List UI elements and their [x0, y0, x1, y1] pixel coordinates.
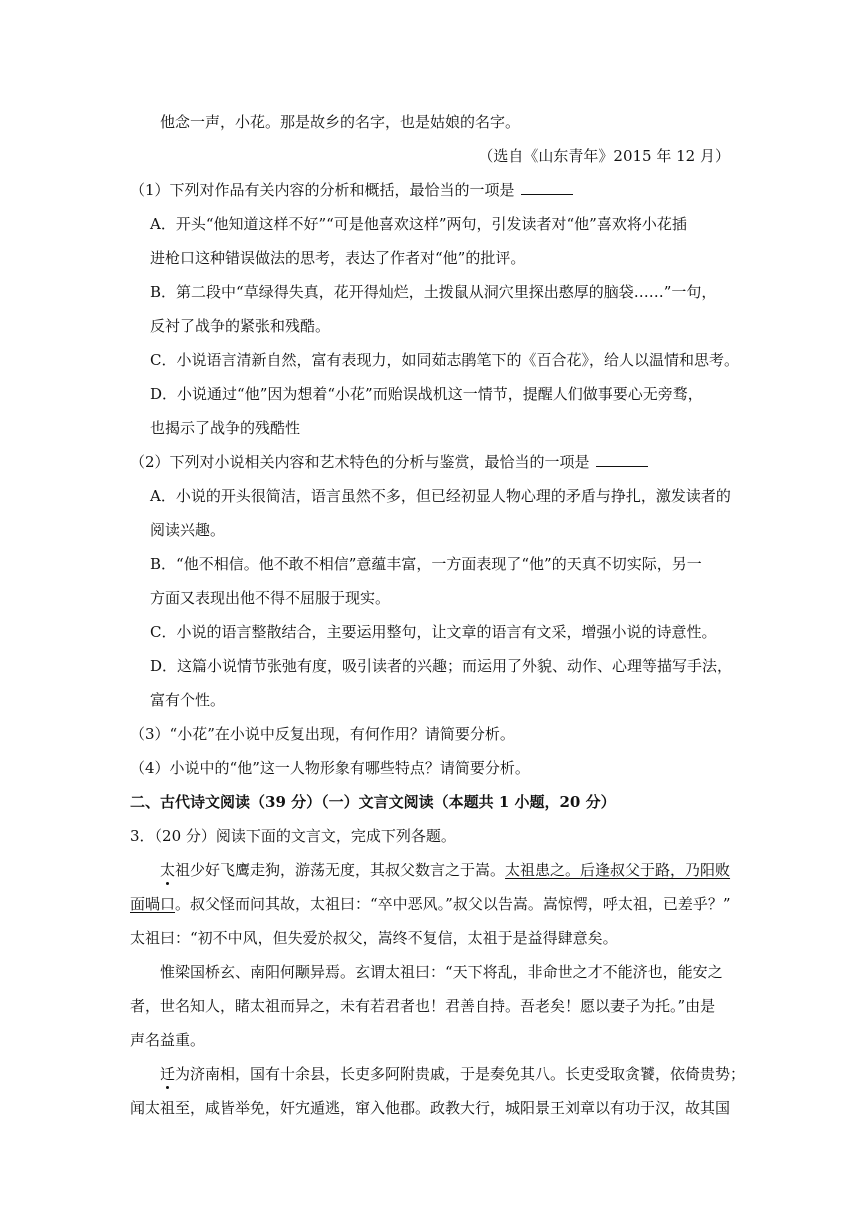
passage-para-2-line-3: 声名益重。 [130, 1031, 206, 1049]
q1-option-d-cont: 也揭示了战争的残酷性 [150, 419, 301, 437]
passage-para-2-line-2: 者，世名知人，睹太祖而异之，未有若君者也！君善自持。吾老矣！愿以妻子为托。”由是 [130, 997, 716, 1015]
passage-para-2-line-1: 惟梁国桥玄、南阳何颙异焉。玄谓太祖曰：“天下将乱，非命世之才不能济也，能安之 [160, 963, 723, 981]
q2-option-b-cont: 方面又表现出他不得不屈服于现实。 [150, 589, 391, 607]
q1-option-b: B．第二段中“草绿得失真，花开得灿烂，土拨鼠从洞穴里探出憨厚的脑袋……”一句， [150, 283, 717, 301]
underlined-sentence-end: 面喎口 [130, 895, 176, 913]
passage-para-1-line-3: 太祖曰：“初不中风，但失爱於叔父，嵩终不复信，太祖于是益得肆意矣。 [130, 929, 618, 947]
question-3: （3）“小花”在小说中反复出现，有何作用？请简要分析。 [130, 725, 515, 743]
passage-para-3-line-1 [160, 1064, 745, 1084]
section-heading: 二、古代诗文阅读（39 分）（一）文言文阅读（本题共 1 小题，20 分） [130, 793, 616, 811]
q2-option-c: C．小说的语言整散结合，主要运用整句，让文章的语言有文采，增强小说的诗意性。 [150, 623, 717, 641]
q2-option-a: A．小说的开头很简洁，语言虽然不多，但已经初显人物心理的矛盾与挣扎，激发读者的 [150, 487, 731, 505]
answer-blank-1 [521, 180, 573, 195]
question-1-stem [130, 180, 573, 200]
passage-para-3-line-2: 闻太祖至，咸皆举免，奸宄遁逃，窜入他郡。政教大行，城阳景王刘章以有功于汉，故其国 [130, 1099, 731, 1117]
passage-para-1-line-1 [160, 860, 730, 880]
q1-option-b-cont: 反衬了战争的紧张和残酷。 [150, 317, 331, 335]
q2-option-d-cont: 富有个性。 [150, 691, 226, 709]
passage-text: 为济南相，国有十余县，长吏多阿附贵戚，于是奏免其八。长吏受取贪饕，依倚贵势； [175, 1065, 746, 1083]
underlined-sentence: 太祖患之。后逢叔父于路，乃阳败 [505, 861, 731, 879]
q2-option-d: D．这篇小说情节张弛有度，吸引读者的兴趣；而运用了外貌、动作、心理等描写手法， [150, 657, 733, 675]
q1-option-a: A．开头“他知道这样不好”“可是他喜欢这样”两句，引发读者对“他”喜欢将小花插 [150, 215, 687, 233]
question-2-text: （2）下列对小说相关内容和艺术特色的分析与鉴赏，最恰当的一项是 [130, 453, 590, 471]
q1-option-a-cont: 进枪口这种错误做法的思考，表达了作者对“他”的批评。 [150, 249, 526, 267]
answer-blank-2 [596, 452, 648, 467]
emphasis-char-qian: 迁 [160, 1065, 176, 1083]
question-1-text: （1）下列对作品有关内容的分析和概括，最恰当的一项是 [130, 181, 515, 199]
emphasis-char-tai: 太 [160, 861, 176, 879]
question-4: （4）小说中的“他”这一人物形象有哪些特点？请简要分析。 [130, 759, 530, 777]
passage-text: 祖少好飞鹰走狗，游荡无度，其叔父数言之于嵩。 [175, 861, 506, 879]
story-last-line: 他念一声，小花。那是故乡的名字，也是姑娘的名字。 [160, 113, 521, 131]
q1-option-d: D．小说通过“他”因为想着“小花”而贻误战机这一情节，提醒人们做事要心无旁骛， [150, 385, 703, 403]
q2-option-a-cont: 阅读兴趣。 [150, 521, 226, 539]
passage-para-1-line-2 [130, 894, 731, 914]
q1-option-c: C．小说语言清新自然，富有表现力，如同茹志鹃笔下的《百合花》，给人以温情和思考。 [150, 351, 739, 369]
source-citation: （选自《山东青年》2015 年 12 月） [478, 147, 730, 165]
q2-option-b: B．“他不相信。他不敢不相信”意蕴丰富，一方面表现了“他”的天真不切实际，另一 [150, 555, 702, 573]
question-2-stem [130, 452, 648, 472]
question-3-instruction: 3．（20 分）阅读下面的文言文，完成下列各题。 [130, 827, 456, 845]
passage-text: 。叔父怪而问其故，太祖曰：“卒中恶风。”叔父以告嵩。嵩惊愕，呼太祖，已差乎？” [175, 895, 731, 913]
